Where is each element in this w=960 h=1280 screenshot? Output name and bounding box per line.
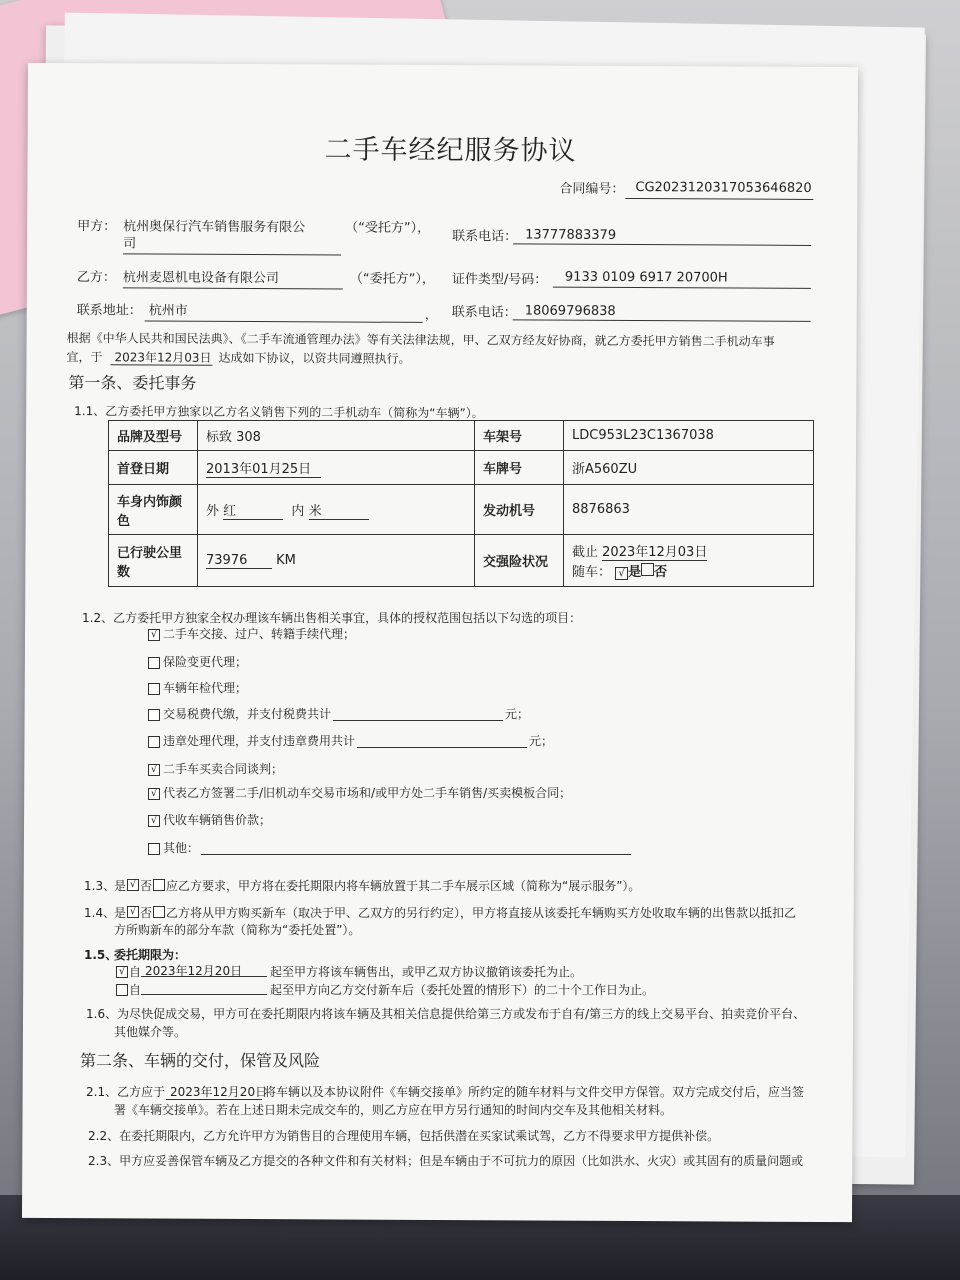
authorization-item-text: 代收车辆销售价款； bbox=[163, 813, 272, 827]
clause-1-1: 1.1、乙方委托甲方独家以乙方名义销售下列的二手机动车（简称为“车辆”）。 bbox=[74, 404, 484, 421]
document-title: 二手车经纪服务协议 bbox=[324, 134, 577, 167]
authorization-item-checkbox[interactable] bbox=[148, 709, 160, 721]
color-label-1: 车身内饰颜 bbox=[117, 494, 183, 510]
intro-line-1: 根据《中华人民共和国民法典》、《二手车流通管理办法》等有关法律法规，甲、乙双方经友好协商，就乙方委托甲方销售二手机动车事 bbox=[66, 331, 775, 349]
insurance-label: 交强险状况 bbox=[475, 535, 564, 587]
section-2-heading: 第二条、车辆的交付，保管及风险 bbox=[80, 1051, 321, 1070]
mileage-cell bbox=[198, 535, 475, 587]
authorization-item-checkbox[interactable] bbox=[148, 657, 160, 669]
plate-value: 浙A560ZU bbox=[564, 451, 814, 485]
term-option-2-checkbox[interactable] bbox=[116, 984, 128, 996]
interior-color: 米 bbox=[309, 500, 369, 520]
address: 杭州市 bbox=[148, 303, 188, 319]
clause-1-4-yes-checkbox[interactable]: √ bbox=[127, 906, 139, 918]
underline bbox=[513, 243, 811, 246]
fill-in-line[interactable] bbox=[357, 747, 527, 748]
mileage-unit: KM bbox=[276, 552, 296, 568]
authorization-item-text: 车辆年检代理； bbox=[163, 681, 248, 695]
vin-value: LDC953L23C1367038 bbox=[564, 421, 814, 451]
underline bbox=[513, 319, 811, 322]
ins-follow-label: 随车： bbox=[572, 565, 612, 580]
intro-date: 2023年12月03日 bbox=[114, 350, 212, 365]
brand-label: 品牌及型号 bbox=[109, 421, 198, 451]
authorization-item-text: 二手车买卖合同谈判； bbox=[163, 762, 284, 776]
authorization-item-text: 二手车交接、过户、转籍手续代理； bbox=[163, 627, 356, 641]
contract-no: CG2023120317053646820 bbox=[635, 180, 812, 196]
authorization-item-checkbox[interactable] bbox=[148, 736, 160, 748]
clause-1-5-num: 1.5、 bbox=[84, 948, 118, 962]
underline bbox=[625, 198, 813, 200]
party-b-phone: 18069796838 bbox=[524, 303, 616, 319]
clause-1-3-yes: 是 bbox=[114, 879, 127, 893]
authorization-item-text: 其他： bbox=[163, 841, 200, 855]
yes-checkbox[interactable]: √ bbox=[615, 567, 628, 580]
clause-1-5-label: 委托期限为： bbox=[114, 948, 187, 962]
reg-cell bbox=[198, 451, 475, 485]
vehicle-table bbox=[108, 420, 814, 587]
clause-1-2: 1.2、乙方委托甲方独家全权办理该车辆出售相关事宜，具体的授权范围包括以下勾选的项目： bbox=[82, 611, 582, 625]
ins-until-label: 截止 bbox=[572, 545, 599, 560]
plate-label: 车牌号 bbox=[475, 451, 564, 485]
underline bbox=[145, 320, 423, 322]
clause-1-4-no-checkbox[interactable] bbox=[153, 906, 165, 918]
no-checkbox[interactable] bbox=[641, 563, 654, 576]
clause-1-3-no-checkbox[interactable] bbox=[153, 879, 165, 891]
contract-no-label: 合同编号： bbox=[559, 181, 625, 197]
authorization-item-checkbox[interactable]: √ bbox=[148, 629, 160, 641]
reg-label: 首登日期 bbox=[109, 451, 198, 485]
underline bbox=[123, 253, 341, 255]
vin-label: 车架号 bbox=[475, 421, 564, 451]
authorization-item-checkbox[interactable]: √ bbox=[148, 764, 160, 776]
engine-label: 发动机号 bbox=[475, 485, 564, 535]
reg-value: 2013年01月25日 bbox=[206, 458, 321, 478]
clause-2-1-a: 2.1、乙方应于 bbox=[86, 1085, 166, 1099]
brand-value: 标致 308 bbox=[198, 421, 475, 451]
clause-1-4-no: 否 bbox=[140, 906, 153, 920]
phone-label-b: 联系电话： bbox=[451, 305, 517, 321]
party-b-role: （“委托方”）， bbox=[349, 271, 435, 287]
party-b-name: 杭州麦恩机电设备有限公司 bbox=[122, 270, 279, 287]
mileage-value: 73976 bbox=[206, 553, 272, 569]
fill-in-line[interactable] bbox=[201, 854, 631, 855]
clause-1-6-line-1: 1.6、为尽快促成交易，甲方可在委托期限内将该车辆及其相关信息提供给第三方或发布于自有/第三方的线上交易平台、拍卖竞价平台、 bbox=[86, 1007, 806, 1021]
contract-page bbox=[22, 63, 858, 1222]
underline bbox=[166, 1099, 262, 1100]
mileage-label bbox=[109, 535, 198, 587]
intro-line-2a: 宜，于 bbox=[66, 350, 103, 365]
term-option-1-checkbox[interactable]: √ bbox=[116, 966, 128, 978]
clause-1-4-text-1: 乙方将从甲方购买新车（取决于甲、乙双方的另行约定），甲方将直接从该委托车辆购买方处收取车辆的出售款以抵扣乙 bbox=[166, 906, 797, 920]
underline bbox=[141, 976, 267, 977]
clause-1-4-num: 1.4、 bbox=[84, 906, 116, 920]
term-text-2: 起至甲方向乙方交付新车后（委托处置的情形下）的二十个工作日为止。 bbox=[270, 983, 655, 997]
clause-2-3: 2.3、甲方应妥善保管车辆及乙方提交的各种文件和有关材料；但是车辆由于不可抗力的原因（比如洪水、火灾）或其固有的质量问题或 bbox=[88, 1154, 804, 1168]
underline bbox=[110, 364, 212, 366]
mileage-label-1: 已行驶公里 bbox=[117, 545, 183, 561]
authorization-item-text: 交易税费代缴，并支付税费共计 bbox=[163, 707, 332, 721]
id-label: 证件类型/号码： bbox=[451, 272, 548, 288]
underline bbox=[553, 287, 811, 289]
color-cell bbox=[198, 485, 475, 535]
clause-1-3-num: 1.3、 bbox=[84, 879, 116, 893]
fill-in-line[interactable] bbox=[333, 720, 503, 721]
exterior-label: 外 bbox=[206, 503, 220, 519]
clause-2-2: 2.2、在委托期限内，乙方允许甲方为销售目的合理使用车辆，包括供潜在买家试乘试驾，乙方不得要求甲方提供补偿。 bbox=[88, 1129, 720, 1143]
clause-1-4-text-2: 方所购新车的部分车款（简称为“委托处置”）。 bbox=[114, 923, 361, 937]
authorization-item-suffix: 元； bbox=[505, 707, 530, 721]
clause-2-1-date: 2023年12月20日 bbox=[170, 1085, 268, 1099]
section-1-heading: 第一条、委托事务 bbox=[68, 373, 197, 393]
clause-1-3-yes-checkbox[interactable]: √ bbox=[127, 879, 139, 891]
party-a-label: 甲方： bbox=[77, 219, 117, 235]
intro-line-2b: 达成如下协议，以资共同遵照执行。 bbox=[218, 350, 411, 366]
mileage-label-2: 数 bbox=[117, 564, 131, 580]
clause-1-4-yes: 是 bbox=[114, 906, 127, 920]
color-label-2: 色 bbox=[117, 513, 131, 529]
insurance-cell bbox=[564, 535, 814, 587]
id-value: 9133 0109 6917 20700H bbox=[564, 269, 728, 286]
term-text-1: 起至甲方将该车辆售出，或甲乙双方协议撤销该委托为止。 bbox=[270, 965, 583, 979]
term-from-1: 自 bbox=[129, 965, 142, 979]
party-b-label: 乙方： bbox=[76, 270, 116, 286]
term-date-1: 2023年12月20日 bbox=[145, 964, 243, 978]
color-label bbox=[109, 485, 198, 535]
party-a-name-cont: 司 bbox=[123, 236, 137, 252]
clause-1-3-text: 应乙方要求，甲方将在委托期限内将车辆放置于其二手车展示区域（简称为“展示服务”）。 bbox=[166, 879, 641, 893]
phone-label: 联系电话： bbox=[452, 229, 518, 245]
clause-2-1-c: 署《车辆交接单》。若在上述日期未完成交车的，则乙方应在甲方另行通知的时间内交车及其他相关材料。 bbox=[114, 1103, 673, 1117]
authorization-item-checkbox[interactable]: √ bbox=[148, 815, 160, 827]
underline bbox=[123, 287, 343, 289]
ins-until-date: 2023年12月03日 bbox=[602, 541, 707, 561]
authorization-item-checkbox[interactable] bbox=[148, 683, 160, 695]
authorization-item-checkbox[interactable]: √ bbox=[148, 788, 160, 800]
party-a-name: 杭州奥保行汽车销售服务有限公 bbox=[123, 219, 306, 236]
clause-2-1-b: 将车辆以及本协议附件《车辆交接单》所约定的随车材料与文件交甲方保管。双方完成交付后，应当签 bbox=[264, 1085, 805, 1099]
no-label: 否 bbox=[654, 565, 668, 580]
address-label: 联系地址： bbox=[76, 303, 142, 319]
authorization-item-text: 保险变更代理； bbox=[163, 655, 248, 669]
yes-label: 是 bbox=[628, 565, 642, 580]
term-from-2: 自 bbox=[129, 983, 142, 997]
authorization-item-suffix: 元； bbox=[529, 734, 554, 748]
clause-1-6-line-2: 其他媒介等。 bbox=[114, 1025, 187, 1039]
authorization-item-checkbox[interactable] bbox=[148, 843, 160, 855]
address-end: ， bbox=[424, 307, 438, 323]
engine-value: 8876863 bbox=[564, 485, 814, 535]
exterior-color: 红 bbox=[223, 500, 283, 520]
underline bbox=[141, 994, 267, 995]
party-a-role: （“受托方”）， bbox=[345, 220, 431, 236]
authorization-item-text: 代表乙方签署二手/旧机动车交易市场和/或甲方处二手车销售/买卖模板合同； bbox=[163, 786, 572, 800]
authorization-item-text: 违章处理代理，并支付违章费用共计 bbox=[163, 734, 356, 748]
clause-1-3-no: 否 bbox=[140, 879, 153, 893]
interior-label: 内 bbox=[291, 503, 305, 519]
party-a-phone: 13777883379 bbox=[525, 227, 617, 243]
